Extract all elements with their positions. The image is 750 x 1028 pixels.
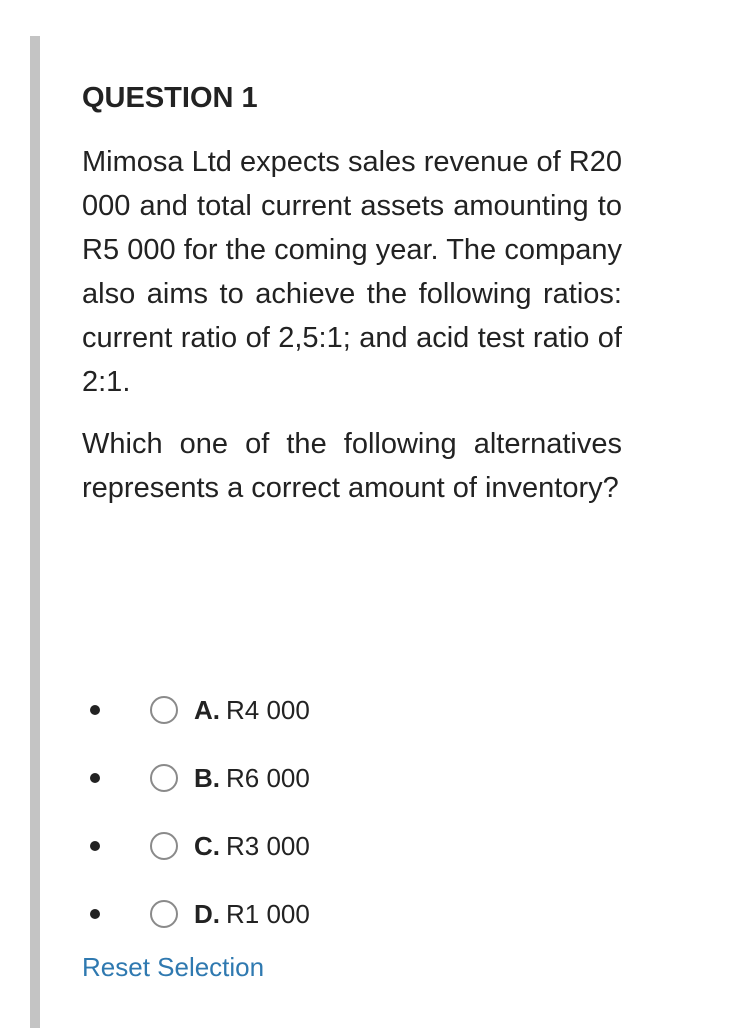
question-block — [82, 78, 622, 528]
option-text: R6 000 — [226, 762, 310, 793]
option-b-label[interactable] — [194, 763, 310, 794]
radio-button-b[interactable] — [150, 764, 178, 792]
option-text: R1 000 — [226, 898, 310, 929]
option-text: R4 000 — [226, 694, 310, 725]
option-letter: D. — [194, 898, 220, 929]
bullet-icon — [90, 705, 100, 715]
answer-options — [82, 676, 310, 948]
option-d[interactable] — [82, 880, 310, 948]
question-text-1: Mimosa Ltd expects sales revenue of R20 000 and total current assets amounting to R5 000 for the coming year. The company also aims to achieve the following ratios: current ratio of 2,5:1; and acid test ratio of 2:1. — [82, 146, 622, 398]
reset-selection-link[interactable]: Reset Selection — [82, 952, 265, 982]
radio-button-a[interactable] — [150, 696, 178, 724]
question-left-border — [30, 36, 40, 1028]
bullet-icon — [90, 841, 100, 851]
option-a[interactable] — [82, 676, 310, 744]
option-letter: C. — [194, 830, 220, 861]
bullet-icon — [90, 909, 100, 919]
question-title: QUESTION 1 — [82, 82, 258, 114]
question-text-2: Which one of the following alternatives represents a correct amount of inventory? — [82, 428, 622, 504]
option-letter: B. — [194, 762, 220, 793]
option-b[interactable] — [82, 744, 310, 812]
option-c[interactable] — [82, 812, 310, 880]
option-c-label[interactable] — [194, 831, 310, 862]
option-a-label[interactable] — [194, 695, 310, 726]
bullet-icon — [90, 773, 100, 783]
option-d-label[interactable] — [194, 899, 310, 930]
option-letter: A. — [194, 694, 220, 725]
option-text: R3 000 — [226, 830, 310, 861]
radio-button-d[interactable] — [150, 900, 178, 928]
radio-button-c[interactable] — [150, 832, 178, 860]
